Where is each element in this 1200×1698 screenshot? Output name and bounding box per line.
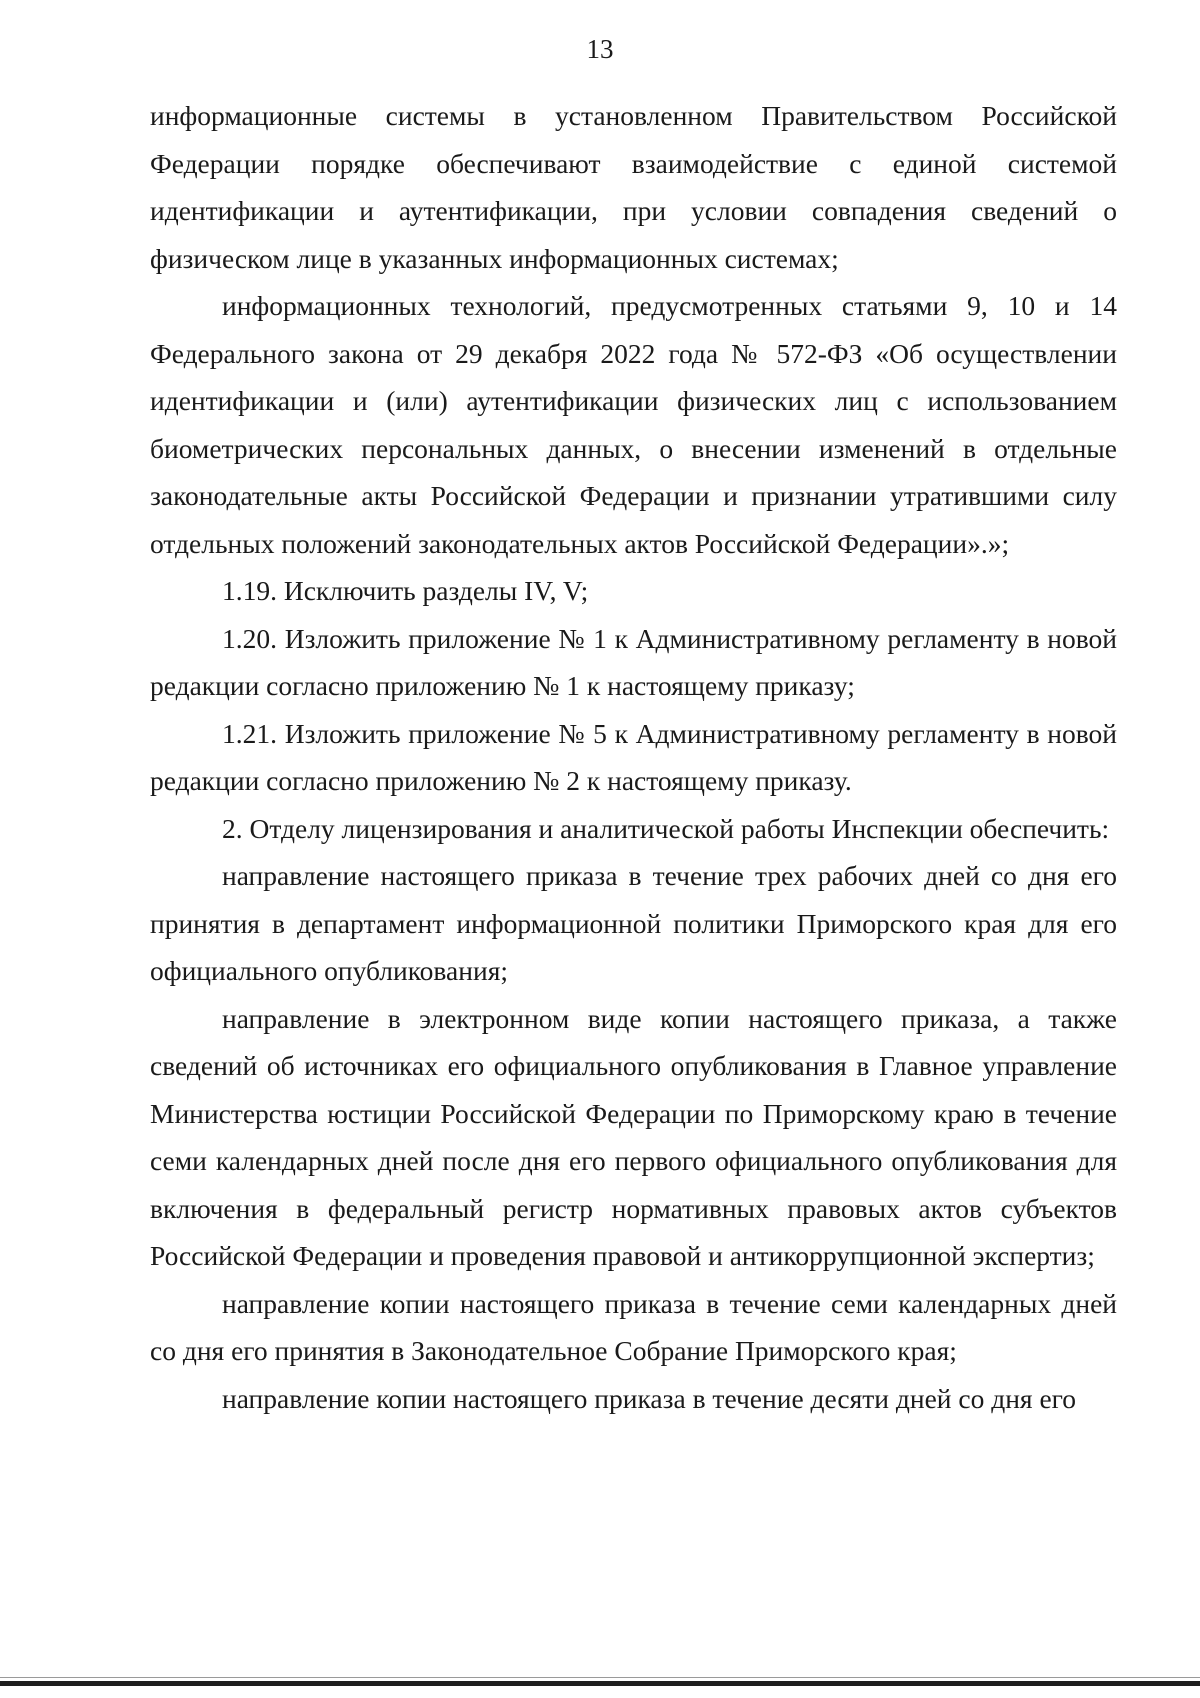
paragraph-item-1-19: 1.19. Исключить разделы IV, V;: [222, 575, 589, 606]
paragraph-item-2: 2. Отделу лицензирования и аналитической работы Инспекции обеспечить:: [222, 812, 1110, 844]
page-number: 13: [586, 34, 614, 64]
paragraph-item-1-20: 1.20. Изложить приложение № 1 к Административному регламенту в новой редакции согласно приложению № 1 к настоящему приказу;: [150, 622, 1117, 701]
paragraph-information-technologies: информационных технологий, предусмотренных статьями 9, 10 и 14 Федерального закона от 29 декабря 2022 года № 572-ФЗ «Об осуществлении идентификации и (или) аутентификации физических лиц с использованием биометрических персональных данных, о внесении изменений в отдельные законодательные акты Российской Федерации и признании утратившими силу отдельных положений законодательных актов Российской Федерации».»;: [150, 290, 1117, 559]
paragraph-ministry-of-justice: направление в электронном виде копии настоящего приказа, а также сведений об источниках его официального опубликования в Главное управление Министерства юстиции Российской Федерации по Приморскому краю в течение семи календарных дней после дня его первого официального опубликования для включения в федеральный регистр нормативных правовых актов субъектов Российской Федерации и проведения правовой и антикоррупционной экспертиз;: [150, 1002, 1117, 1271]
paragraph-item-1-21: 1.21. Изложить приложение № 5 к Административному регламенту в новой редакции согласно приложению № 2 к настоящему приказу.: [150, 717, 1117, 796]
paragraph-ten-days: направление копии настоящего приказа в течение десяти дней со дня его: [222, 1382, 1076, 1414]
paragraph-legislative-assembly: направление копии настоящего приказа в течение семи календарных дней со дня его принятия в Законодательное Собрание Приморского края;: [150, 1287, 1117, 1366]
scan-edge-line-thin: [0, 1677, 1200, 1678]
paragraph-continuation-systems: информационные системы в установленном Правительством Российской Федерации порядке обеспечивают взаимодействие с единой системой идентификации и аутентификации, при условии совпадения сведений о физическом лице в указанных информационных системах;: [150, 100, 1117, 274]
scan-edge-line: [0, 1681, 1200, 1686]
document-body: [150, 92, 1117, 1422]
paragraph-publication-department: направление настоящего приказа в течение трех рабочих дней со дня его принятия в департамент информационной политики Приморского края для его официального опубликования;: [150, 860, 1117, 986]
